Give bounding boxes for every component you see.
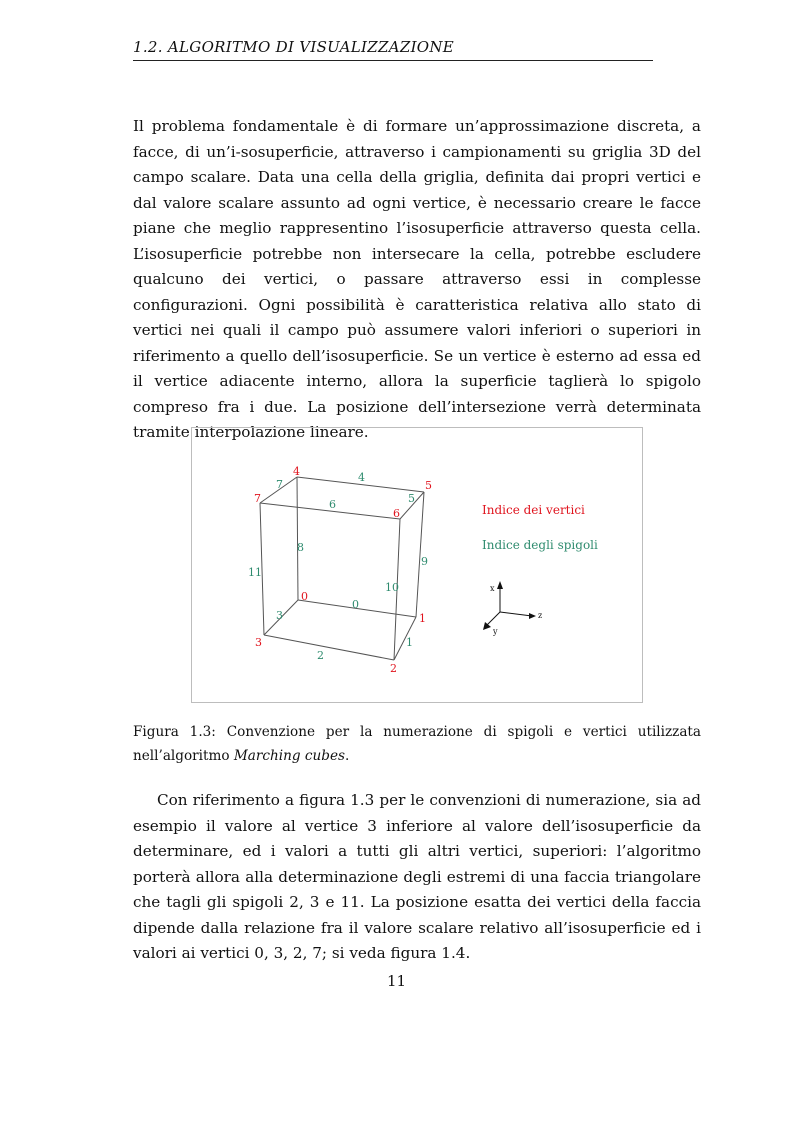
vertex-label-1: 1 [419, 612, 426, 625]
caption-text: Figura 1.3: Convenzione per la numerazione di spigoli e vertici utilizzata nell’algoritmo [133, 724, 701, 764]
edge-label-5: 5 [408, 492, 415, 505]
paragraph-intro: Il problema fondamentale è di formare un’approssimazione discreta, a facce, di un’i-sosuperficie, attraverso i campionamenti su griglia 3D del campo scalare. Data una cella della griglia, definita dai propri vertici e dal valore scalare assunto ad ogni vertice, è necessario creare le facce piane che meglio rappresentino l’isosuperficie attraverso questa cella. L’isosuperficie potrebbe non intersecare la cella, potrebbe escludere qualcuno dei vertici, o passare attraverso essi in complesse configurazioni. Ogni possibilità è caratteristica relativa allo stato di vertici nei quali il campo può assumere valori inferiori o superiori in riferimento a quello dell’isosuperficie. Se un vertice è esterno ad essa ed il vertice adiacente interno, allora la superficie taglierà lo spigolo compreso fra i due. La posizione dell’intersezione verrà determinata tramite interpolazione lineare. [133, 117, 701, 441]
edge-label-2: 2 [317, 649, 324, 662]
vertex-label-6: 6 [393, 507, 400, 520]
edge-8-line [297, 477, 298, 600]
axis-label-x: x [490, 584, 495, 593]
paragraph-example: Con riferimento a figura 1.3 per le convenzioni di numerazione, sia ad esempio il valore al vertice 3 inferiore al valore dell’isosuperficie da determinare, ed i valori a tutti gli altri vertici, superiori: l’algoritmo porterà allora alla determinazione degli estremi di una faccia triangolare che tagli gli spigoli 2, 3 e 11. La posizione esatta dei vertici della faccia dipende dalla relazione fra il valore scalare relativo all’isosuperficie ed i valori ai vertici 0, 3, 2, 7; si veda figura 1.4. [133, 791, 701, 962]
edge-label-8: 8 [297, 541, 304, 554]
edge-label-10: 10 [385, 581, 399, 594]
edge-label-1: 1 [406, 636, 413, 649]
edge-label-7: 7 [276, 478, 283, 491]
legend-edges: Indice degli spigoli [482, 538, 598, 552]
edge-label-3: 3 [276, 609, 283, 622]
vertex-label-2: 2 [390, 662, 397, 675]
edge-label-11: 11 [248, 566, 262, 579]
axis-label-y: y [493, 627, 498, 636]
vertex-label-0: 0 [301, 590, 308, 603]
edge-label-4: 4 [358, 471, 365, 484]
axis-label-z: z [538, 611, 543, 620]
header-rule [133, 60, 653, 61]
vertex-label-4: 4 [293, 465, 300, 478]
vertex-label-3: 3 [255, 636, 262, 649]
edge-label-9: 9 [421, 555, 428, 568]
vertex-label-7: 7 [254, 492, 261, 505]
edge-label-6: 6 [329, 498, 336, 511]
edge-label-0: 0 [352, 598, 359, 611]
edge-2-line [264, 635, 394, 660]
page-number: 11 [386, 972, 407, 990]
caption-end: . [344, 748, 350, 764]
cube-diagram [192, 428, 644, 704]
figure-caption [133, 720, 701, 768]
vertex-label-5: 5 [425, 479, 432, 492]
caption-emphasis: Marching cubes [233, 748, 345, 764]
legend-vertices: Indice dei vertici [482, 503, 585, 517]
running-head: 1.2. ALGORITMO DI VISUALIZZAZIONE [133, 38, 455, 56]
figure-marching-cubes [191, 427, 643, 703]
